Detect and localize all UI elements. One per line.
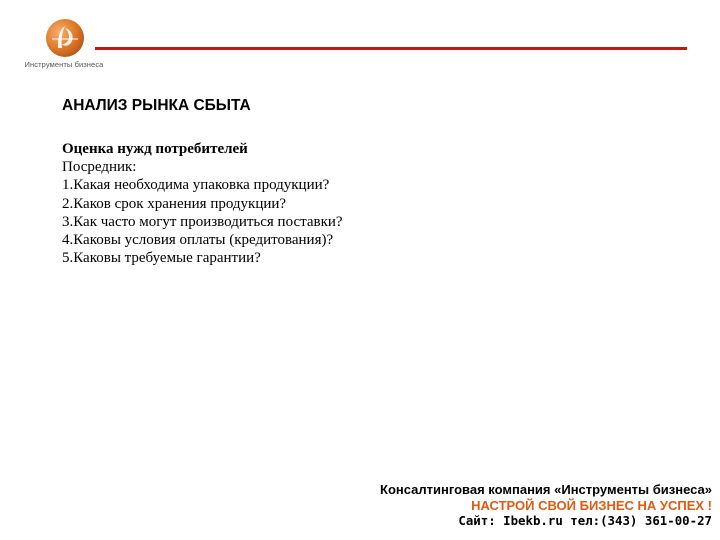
- list-item: 3.Как часто могут производиться поставки?: [62, 213, 343, 230]
- header-divider: [95, 47, 687, 50]
- slide-title: АНАЛИЗ РЫНКА СБЫТА: [62, 97, 251, 114]
- footer: [380, 482, 712, 529]
- company-logo: [14, 18, 114, 74]
- list-item: 5.Каковы требуемые гарантии?: [62, 250, 261, 267]
- list-item: 4.Каковы условия оплаты (кредитования)?: [62, 232, 334, 249]
- list-item: 1.Какая необходима упаковка продукции?: [62, 177, 330, 194]
- slide-body: [62, 140, 622, 267]
- footer-contact: Сайт: Ibekb.ru тел:(343) 361-00-27: [458, 513, 712, 528]
- logo-emblem-icon: [45, 18, 85, 58]
- list-item: 2.Каков срок хранения продукции?: [62, 195, 287, 212]
- slide-subtitle: Оценка нужд потребителей: [62, 141, 248, 157]
- logo-text: Инструменты бизнеса: [24, 60, 104, 69]
- intro-line: Посредник:: [62, 159, 137, 176]
- footer-slogan: НАСТРОЙ СВОЙ БИЗНЕС НА УСПЕХ !: [471, 497, 712, 513]
- footer-company: Консалтинговая компания «Инструменты бизнеса»: [380, 482, 712, 497]
